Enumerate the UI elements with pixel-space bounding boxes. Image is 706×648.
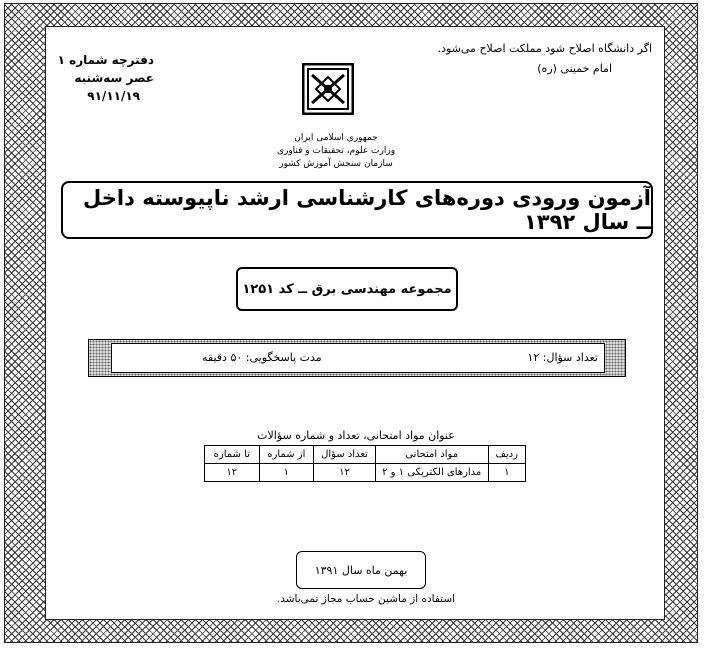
quote-author: امام خمینی (ره)	[537, 62, 612, 75]
exam-duration: مدت پاسخگویی: ۵۰ دقیقه	[202, 351, 322, 364]
booklet-info	[54, 51, 154, 105]
header-row-number: ردیف	[488, 446, 526, 464]
calculator-note: استفاده از ماشین حساب مجاز نمی‌باشد.	[276, 593, 456, 605]
organization-logo	[302, 63, 354, 115]
header-subject: مواد امتحانی	[375, 446, 488, 464]
exam-info-band	[88, 339, 626, 377]
org-country: جمهوری اسلامی ایران	[294, 133, 378, 143]
cell-from-number: ۱	[259, 464, 314, 482]
exam-title: آزمون ورودی دوره‌های کارشناسی ارشد ناپیوسته داخل ــ سال ۱۳۹۲	[61, 181, 653, 239]
table-header-row	[205, 446, 526, 464]
table-row	[205, 464, 526, 482]
exam-subtitle: مجموعه مهندسی برق ــ کد ۱۲۵۱	[236, 267, 458, 311]
booklet-number: دفترچه شماره ۱	[57, 53, 154, 67]
organization-names	[246, 132, 426, 171]
exam-date: بهمن ماه سال ۱۳۹۱	[296, 551, 426, 589]
subjects-table-caption: عنوان مواد امتحانی، تعداد و شماره سؤالات	[257, 429, 455, 442]
exam-header-date: ۹۱/۱۱/۱۹	[87, 89, 140, 103]
page-border	[4, 3, 698, 643]
cell-subject: مدارهای الکتریکی ۱ و ۲	[375, 464, 488, 482]
header-question-count: تعداد سؤال	[314, 446, 376, 464]
quote-block	[438, 39, 652, 79]
header-from-number: از شماره	[259, 446, 314, 464]
question-count: تعداد سؤال: ۱۲	[527, 351, 598, 364]
subjects-table	[204, 445, 526, 482]
header-to-number: تا شماره	[205, 446, 260, 464]
exam-info-box	[111, 343, 605, 373]
org-ministry: وزارت علوم، تحقیقات و فناوری	[276, 146, 396, 156]
quote-text: اگر دانشگاه اصلاح شود مملکت اصلاح می‌شود.	[437, 42, 652, 55]
cell-question-count: ۱۲	[314, 464, 376, 482]
cell-to-number: ۱۲	[205, 464, 260, 482]
cell-row-number: ۱	[488, 464, 526, 482]
page-content	[45, 26, 665, 620]
exam-session: عصر سه‌شنبه	[74, 71, 154, 85]
org-agency: سازمان سنجش آموزش کشور	[279, 159, 393, 169]
